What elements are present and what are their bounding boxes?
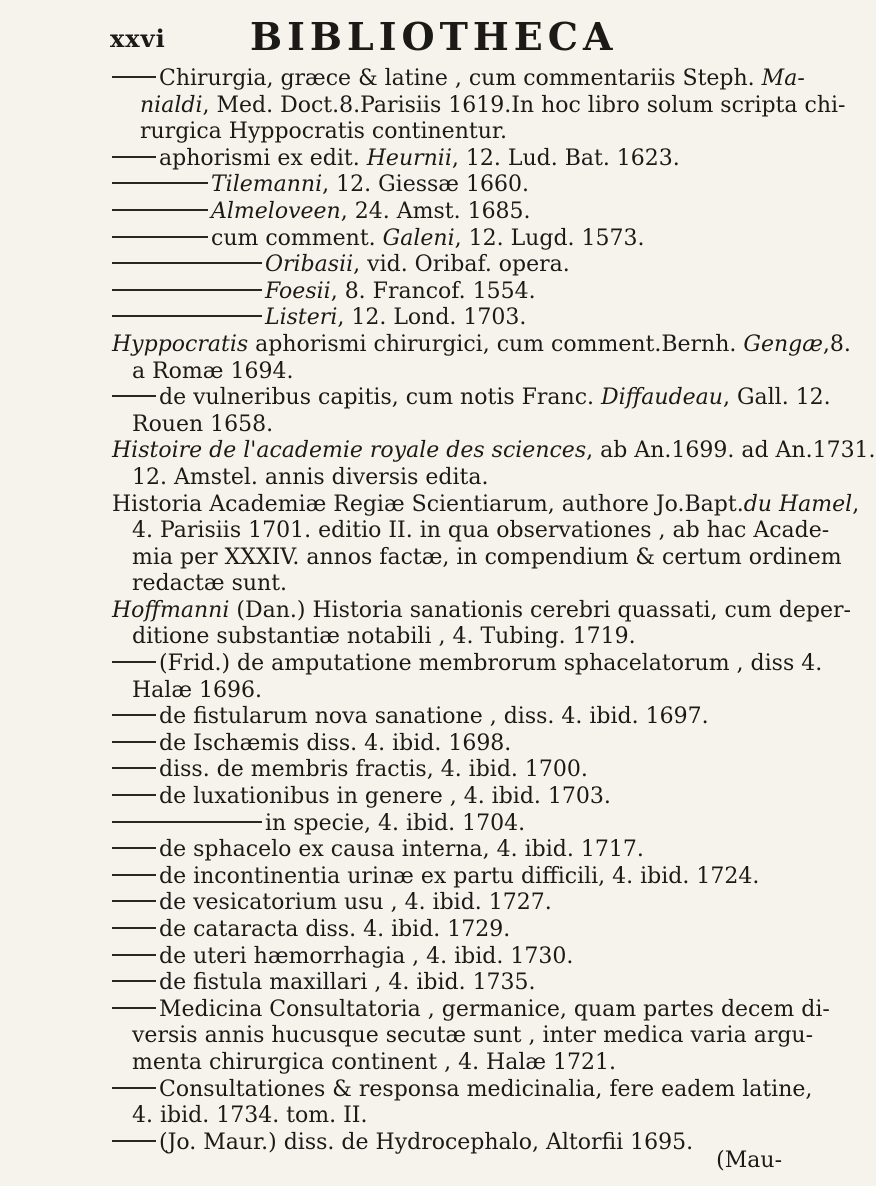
text-line	[112, 917, 762, 944]
text-segment: Consultationes & responsa medicinalia, fere eadem latine,	[159, 1076, 813, 1102]
text-line	[112, 359, 762, 386]
text-segment: , 12. Lugd. 1573.	[454, 225, 645, 251]
italic-name: Almeloveen	[211, 198, 341, 224]
text-line	[112, 837, 762, 864]
text-line	[112, 544, 842, 572]
text-line	[112, 651, 823, 678]
ditto-dash	[112, 661, 156, 663]
text-line	[112, 491, 860, 519]
ditto-dash	[112, 156, 156, 158]
ditto-dash	[112, 767, 156, 769]
text-segment: de Ischæmis diss. 4. ibid. 1698.	[159, 730, 512, 756]
italic-name: Hoffmanni	[112, 597, 230, 623]
text-segment: (Frid.) de amputatione membrorum sphacelatorum , diss 4.	[159, 651, 823, 677]
text-line	[112, 864, 762, 891]
text-segment: 4. Parisiis 1701. editio II. in qua observationes , ab hac Acade-	[132, 518, 830, 544]
text-segment: in specie, 4. ibid. 1704.	[265, 810, 526, 836]
italic-name: Foesii	[265, 278, 331, 304]
text-segment: ditione substantiæ notabili , 4. Tubing. 1719.	[132, 624, 636, 650]
catchword: (Mau-	[716, 1148, 782, 1173]
text-line	[112, 571, 762, 598]
text-segment: , 24. Amst. 1685.	[340, 198, 531, 224]
text-segment: (Jo. Maur.) diss. de Hydrocephalo, Altorfii 1695.	[159, 1129, 694, 1155]
ditto-dash	[112, 821, 262, 823]
ditto-dash	[112, 980, 156, 982]
ditto-dash	[112, 289, 262, 291]
text-line	[112, 226, 762, 253]
text-line	[112, 279, 762, 306]
page-header	[110, 14, 710, 58]
italic-name: Hyppocratis	[112, 331, 249, 357]
text-segment: diss. de membris fractis, 4. ibid. 1700.	[159, 757, 588, 783]
text-segment: aphorismi ex edit.	[159, 145, 367, 171]
text-segment: rurgica Hyppocratis continentur.	[140, 119, 507, 145]
text-segment: a Romæ 1694.	[132, 358, 294, 384]
text-line	[112, 172, 762, 199]
text-line	[112, 438, 876, 465]
text-segment: mia per XXXIV. annos factæ, in compendium & certum ordinem	[132, 544, 842, 570]
italic-name: Galeni	[382, 225, 455, 251]
text-segment: , 12. Lud. Bat. 1623.	[451, 145, 680, 171]
ditto-dash	[112, 262, 262, 264]
text-line	[112, 996, 830, 1024]
italic-name: Ma-	[761, 66, 805, 91]
text-segment: redactæ sunt.	[132, 571, 288, 597]
ditto-dash	[112, 209, 208, 211]
text-segment: de fistula maxillari , 4. ibid. 1735.	[159, 970, 536, 996]
text-line	[112, 784, 762, 811]
italic-name: Histoire de l'academie royale des sciences	[112, 438, 587, 464]
text-segment: de fistularum nova sanatione , diss. 4. ibid. 1697.	[159, 704, 709, 730]
text-segment: Halæ 1696.	[132, 677, 262, 703]
italic-name: Heurnii	[366, 145, 452, 171]
running-title: BIBLIOTHECA	[250, 14, 618, 59]
text-segment: de vulneribus capitis, cum notis Franc.	[159, 385, 602, 411]
ditto-dash	[112, 741, 156, 743]
italic-name: Tilemanni	[211, 172, 323, 198]
ditto-dash	[112, 1007, 156, 1009]
folio-number: xxvi	[110, 24, 166, 53]
text-segment: , Gall. 12.	[722, 385, 831, 411]
text-line	[112, 385, 831, 412]
text-segment: de incontinentia urinæ ex partu difficili, 4. ibid. 1724.	[159, 863, 760, 889]
ditto-dash	[112, 927, 156, 929]
text-segment: ,	[852, 491, 860, 517]
text-segment: Medicina Consultatoria , germanice, quam partes decem di-	[159, 996, 830, 1022]
ditto-dash	[112, 1140, 156, 1142]
text-segment: , vid. Oribaf. opera.	[353, 252, 570, 278]
text-line	[112, 252, 762, 279]
text-line	[112, 1103, 762, 1130]
text-line	[112, 890, 762, 917]
text-segment: , Med. Doct.8.Parisiis 1619.In hoc libro solum scripta chi-	[202, 92, 846, 118]
text-line	[112, 624, 762, 651]
text-line	[112, 704, 762, 731]
text-line	[112, 1050, 762, 1077]
ditto-dash	[112, 76, 156, 78]
text-segment: , 12. Lond. 1703.	[337, 305, 527, 331]
text-line	[112, 199, 762, 226]
italic-name: Diffaudeau	[601, 385, 723, 411]
text-line	[112, 811, 762, 838]
text-segment: versis annis hucusque secutæ sunt , inter medica varia argu-	[132, 1023, 814, 1049]
text-line	[112, 1130, 762, 1157]
text-line	[112, 1076, 813, 1104]
text-line	[112, 1023, 814, 1050]
text-line	[112, 146, 762, 173]
text-segment: 12. Amstel. annis diversis edita.	[132, 464, 489, 490]
text-line	[112, 331, 851, 359]
bibliography-text	[112, 66, 876, 1156]
text-segment: aphorismi chirurgici, cum comment.Bernh.	[248, 331, 744, 357]
text-line	[112, 518, 830, 545]
text-segment: de uteri hæmorrhagia , 4. ibid. 1730.	[159, 943, 574, 969]
text-line	[112, 970, 762, 997]
text-segment: de vesicatorium usu , 4. ibid. 1727.	[159, 890, 552, 916]
ditto-dash	[112, 847, 156, 849]
italic-name: nialdi	[140, 92, 203, 118]
ditto-dash	[112, 395, 156, 397]
ditto-dash	[112, 874, 156, 876]
italic-name: du Hamel	[743, 491, 853, 517]
text-segment: de cataracta diss. 4. ibid. 1729.	[159, 917, 511, 942]
text-segment: 4. ibid. 1734. tom. II.	[132, 1103, 368, 1129]
text-line	[112, 597, 851, 625]
italic-name: Listeri	[265, 305, 338, 331]
text-line	[112, 678, 762, 705]
text-segment: , 8. Francof. 1554.	[330, 278, 536, 304]
ditto-dash	[112, 714, 156, 716]
text-line	[112, 412, 762, 439]
text-segment: , 12. Giessæ 1660.	[322, 172, 529, 198]
ditto-dash	[112, 182, 208, 184]
text-line	[112, 731, 762, 758]
text-segment: de luxationibus in genere , 4. ibid. 1703.	[159, 784, 611, 810]
text-segment: cum comment.	[211, 225, 383, 251]
text-line	[112, 66, 805, 93]
ditto-dash	[112, 315, 262, 317]
text-line	[112, 465, 762, 492]
text-segment: de sphacelo ex causa interna, 4. ibid. 1717.	[159, 837, 644, 863]
ditto-dash	[112, 236, 208, 238]
text-segment: menta chirurgica continent , 4. Halæ 1721.	[132, 1049, 617, 1075]
text-line	[112, 305, 762, 332]
text-segment: ,8.	[822, 331, 851, 357]
italic-name: Oribasii	[265, 252, 354, 278]
text-line	[112, 944, 762, 971]
text-line	[112, 92, 846, 120]
text-segment: , ab An.1699. ad An.1731.	[586, 438, 876, 464]
text-segment: Chirurgia, græce & latine , cum commentariis Steph.	[159, 66, 762, 91]
text-segment: Rouen 1658.	[132, 411, 274, 437]
italic-name: Gengæ	[743, 331, 823, 357]
ditto-dash	[112, 954, 156, 956]
ditto-dash	[112, 1087, 156, 1089]
text-line	[112, 757, 762, 784]
ditto-dash	[112, 900, 156, 902]
text-segment: (Dan.) Historia sanationis cerebri quassati, cum deper-	[229, 597, 851, 623]
ditto-dash	[112, 794, 156, 796]
text-line	[112, 119, 762, 146]
text-segment: Historia Academiæ Regiæ Scientiarum, authore Jo.Bapt.	[112, 491, 744, 517]
